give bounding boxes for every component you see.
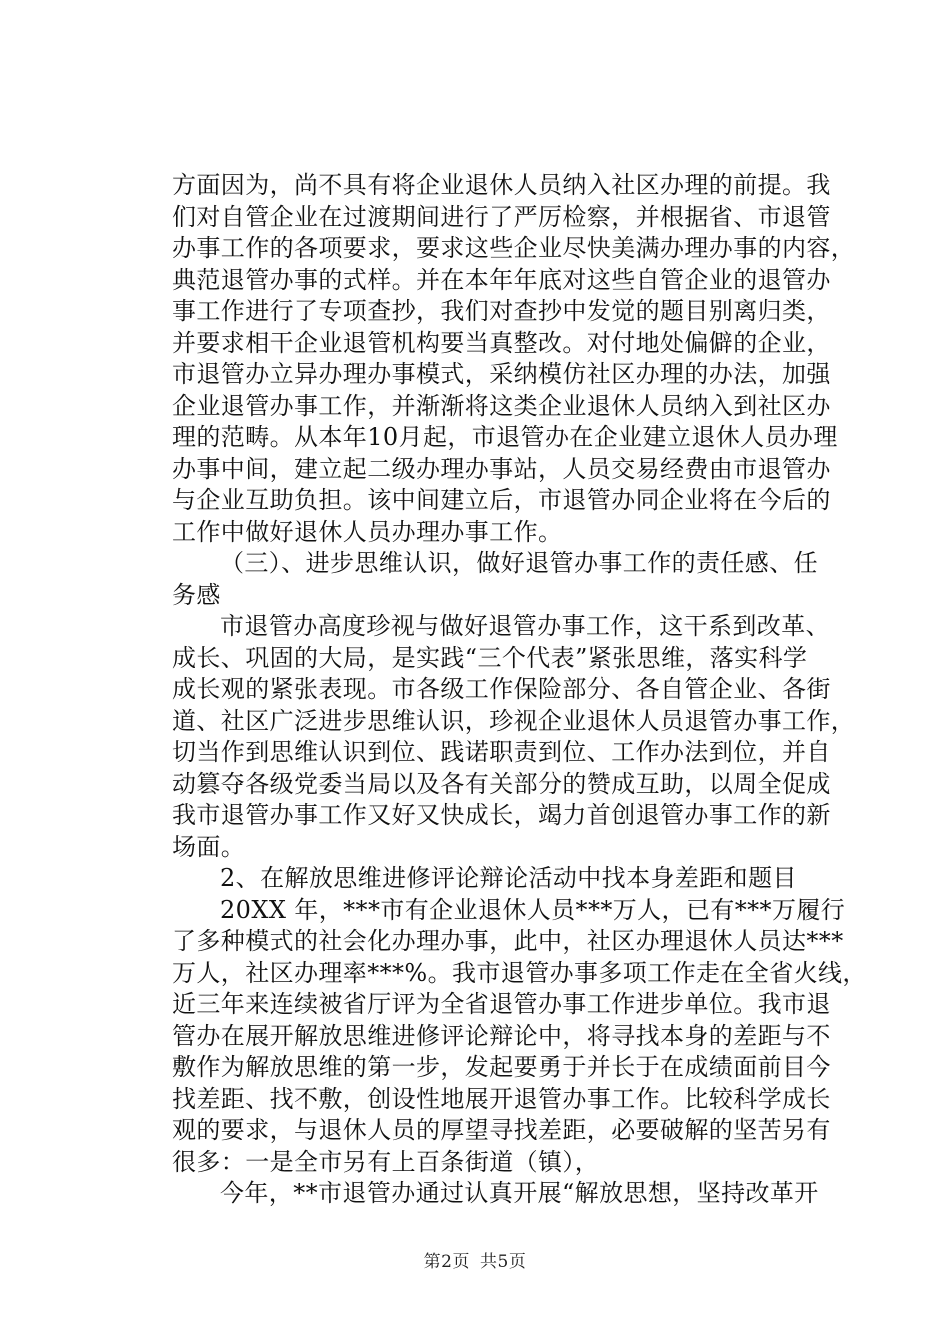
text-line: 工作中做好退休人员办理办事工作。 — [172, 517, 563, 546]
text-line: 典范退管办事的式样。并在本年年底对这些自管企业的退管办 — [172, 265, 831, 294]
paragraph-start: 20XX 年，***市有企业退休人员***万人，已有***万履行 — [220, 895, 846, 924]
paragraph-start: 今年，**市退管办通过认真开展“解放思想，坚持改革开 — [220, 1179, 819, 1207]
text-line: 并要求相干企业退管机构要当真整改。对付地处偏僻的企业， — [172, 328, 831, 357]
text-line: 管办在展开解放思维进修评论辩论中，将寻找本身的差距与不 — [172, 1021, 831, 1050]
section-heading-continuation: 务感 — [172, 580, 221, 609]
text-line: 我市退管办事工作又好又快成长，竭力首创退管办事工作的新 — [172, 801, 831, 829]
text-line: 们对自管企业在过渡期间进行了严厉检察，并根据省、市退管 — [172, 202, 831, 231]
text-line: 与企业互助负担。该中间建立后，市退管办同企业将在今后的 — [172, 486, 831, 514]
text-line: 动篡夺各级党委当局以及各有关部分的赞成互助，以周全促成 — [172, 769, 831, 798]
page-total: 共5页 — [480, 1252, 527, 1272]
text-line: 企业退管办事工作，并渐渐将这类企业退休人员纳入到社区办 — [172, 391, 831, 420]
text-line: 成长观的紧张表现。市各级工作保险部分、各自管企业、各街 — [172, 675, 831, 703]
text-line: 道、社区广泛进步思维认识，珍视企业退休人员退管办事工作， — [172, 706, 856, 735]
document-body — [172, 170, 867, 1210]
text-line: 很多：一是全市另有上百条街道（镇）， — [172, 1147, 600, 1176]
paragraph-start: 市退管办高度珍视与做好退管办事工作，这干系到改革、 — [220, 612, 830, 640]
text-line: 理的范畴。从本年10月起，市退管办在企业建立退休人员办理 — [172, 423, 838, 451]
text-line: 敷作为解放思维的第一步，发起要勇于并长于在成绩面前目今 — [172, 1053, 831, 1081]
text-line: 市退管办立异办理办事模式，采纳模仿社区办理的办法，加强 — [172, 360, 831, 388]
section-heading: （三）、进步思维认识，做好退管办事工作的责任感、任 — [220, 549, 818, 577]
text-line: 切当作到思维认识到位、践诺职责到位、工作办法到位，并自 — [172, 738, 831, 766]
page-number: 第2页 — [423, 1252, 470, 1272]
text-line: 成长、巩固的大局，是实践“三个代表”紧张思维，落实科学 — [172, 643, 808, 672]
text-line: 事工作进行了专项查抄，我们对查抄中发觉的题目别离归类， — [172, 297, 831, 325]
text-line: 办事中间，建立起二级办理办事站，人员交易经费由市退管办 — [172, 454, 831, 483]
section-heading: 2、在解放思维进修评论辩论活动中找本身差距和题目 — [220, 864, 797, 892]
page-footer — [0, 1247, 950, 1272]
text-line: 找差距、找不敷，创设性地展开退管办事工作。比较科学成长 — [172, 1084, 831, 1113]
text-line: 办事工作的各项要求，要求这些企业尽快美满办理办事的内容， — [172, 234, 856, 262]
text-line: 场面。 — [172, 832, 246, 861]
text-line: 了多种模式的社会化办理办事，此中，社区办理退休人员达*** — [172, 927, 844, 955]
text-line: 观的要求，与退休人员的厚望寻找差距，必要破解的坚苦另有 — [172, 1116, 831, 1144]
text-line: 方面因为，尚不具有将企业退休人员纳入社区办理的前提。我 — [172, 171, 831, 199]
text-line: 近三年来连续被省厅评为全省退管办事工作进步单位。我市退 — [172, 990, 831, 1018]
text-line: 万人，社区办理率***%。我市退管办事多项工作走在全省火线， — [172, 958, 867, 987]
